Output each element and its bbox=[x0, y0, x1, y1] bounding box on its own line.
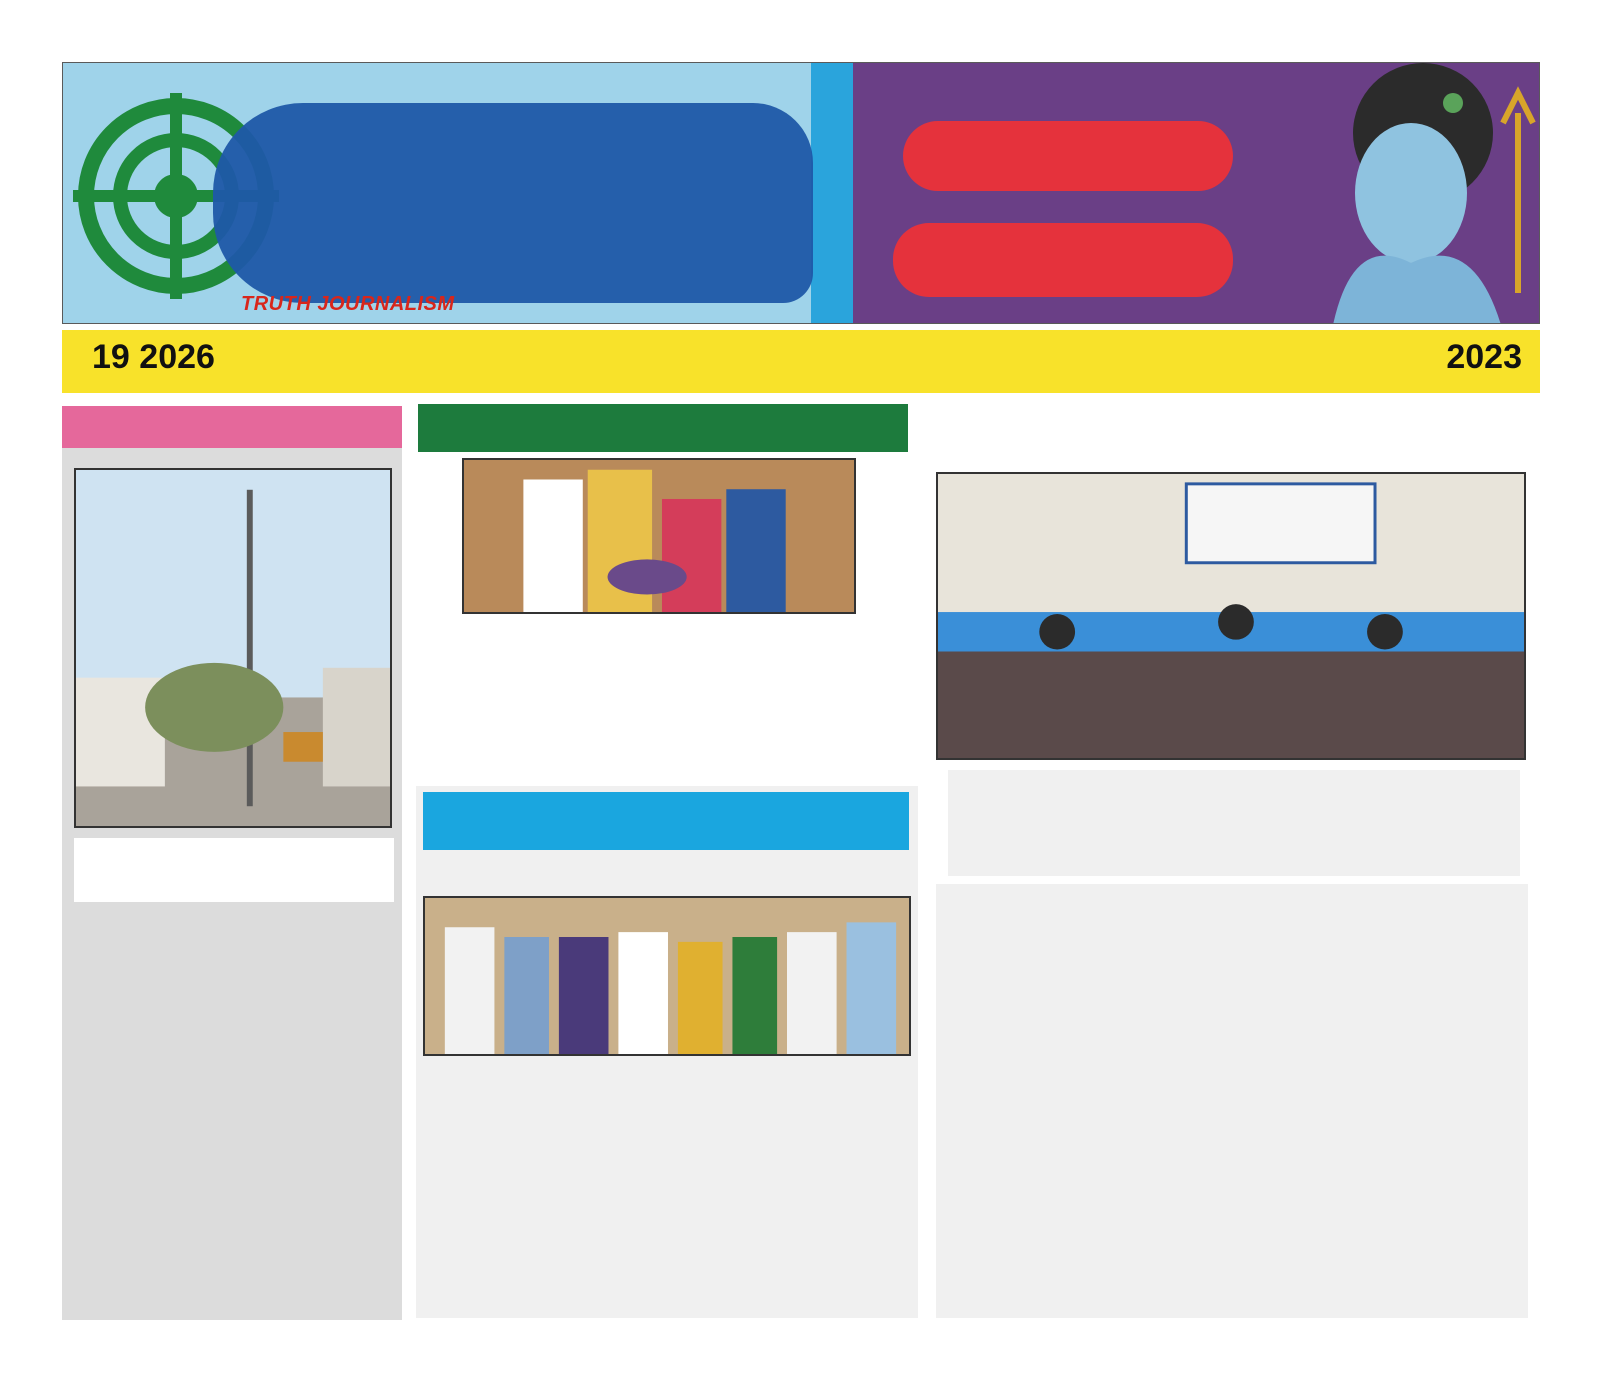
results-article-headline bbox=[936, 408, 1496, 470]
registration-number bbox=[1062, 338, 1522, 384]
results-bullet bbox=[952, 804, 1520, 838]
results-bullet bbox=[952, 838, 1520, 872]
tagline: TRUTH JOURNALISM bbox=[241, 293, 455, 315]
results-body-column-1 bbox=[944, 890, 1206, 1310]
governance-body-column-2 bbox=[690, 622, 920, 782]
date-bar bbox=[62, 330, 1540, 393]
results-article-bullets bbox=[948, 770, 1520, 876]
results-body-column-2 bbox=[1250, 890, 1512, 1310]
officials-group-photo bbox=[423, 896, 911, 1056]
masthead bbox=[62, 62, 1540, 324]
teachers-meeting-photo bbox=[936, 472, 1526, 760]
deity-illustration bbox=[1293, 63, 1540, 324]
issue-date-year: 2026 bbox=[139, 338, 215, 376]
colony-subhead bbox=[78, 872, 394, 902]
chairman-body-column-2 bbox=[688, 1064, 918, 1314]
chairman-body-column-1 bbox=[428, 1064, 673, 1314]
results-bullet bbox=[952, 770, 1520, 804]
edition-name-line-1 bbox=[903, 121, 1233, 191]
edition-name-line-2 bbox=[893, 223, 1233, 297]
issue-date bbox=[92, 338, 562, 384]
felicitation-photo bbox=[462, 458, 856, 614]
colony-article-headline bbox=[62, 406, 402, 448]
governance-article-headline bbox=[418, 404, 908, 452]
registration-year: 2023 bbox=[1446, 338, 1522, 376]
issue-date-day: 19 bbox=[92, 338, 130, 376]
colony-street-light-photo bbox=[74, 468, 392, 828]
colony-article-body bbox=[72, 904, 394, 1314]
colony-subhead bbox=[78, 838, 394, 872]
chairman-article-subhead bbox=[425, 856, 905, 892]
chairman-article-headline bbox=[423, 792, 909, 850]
newspaper-title-logo bbox=[213, 103, 813, 303]
governance-body-column-1 bbox=[428, 622, 668, 782]
colony-article-subheads bbox=[74, 838, 394, 902]
